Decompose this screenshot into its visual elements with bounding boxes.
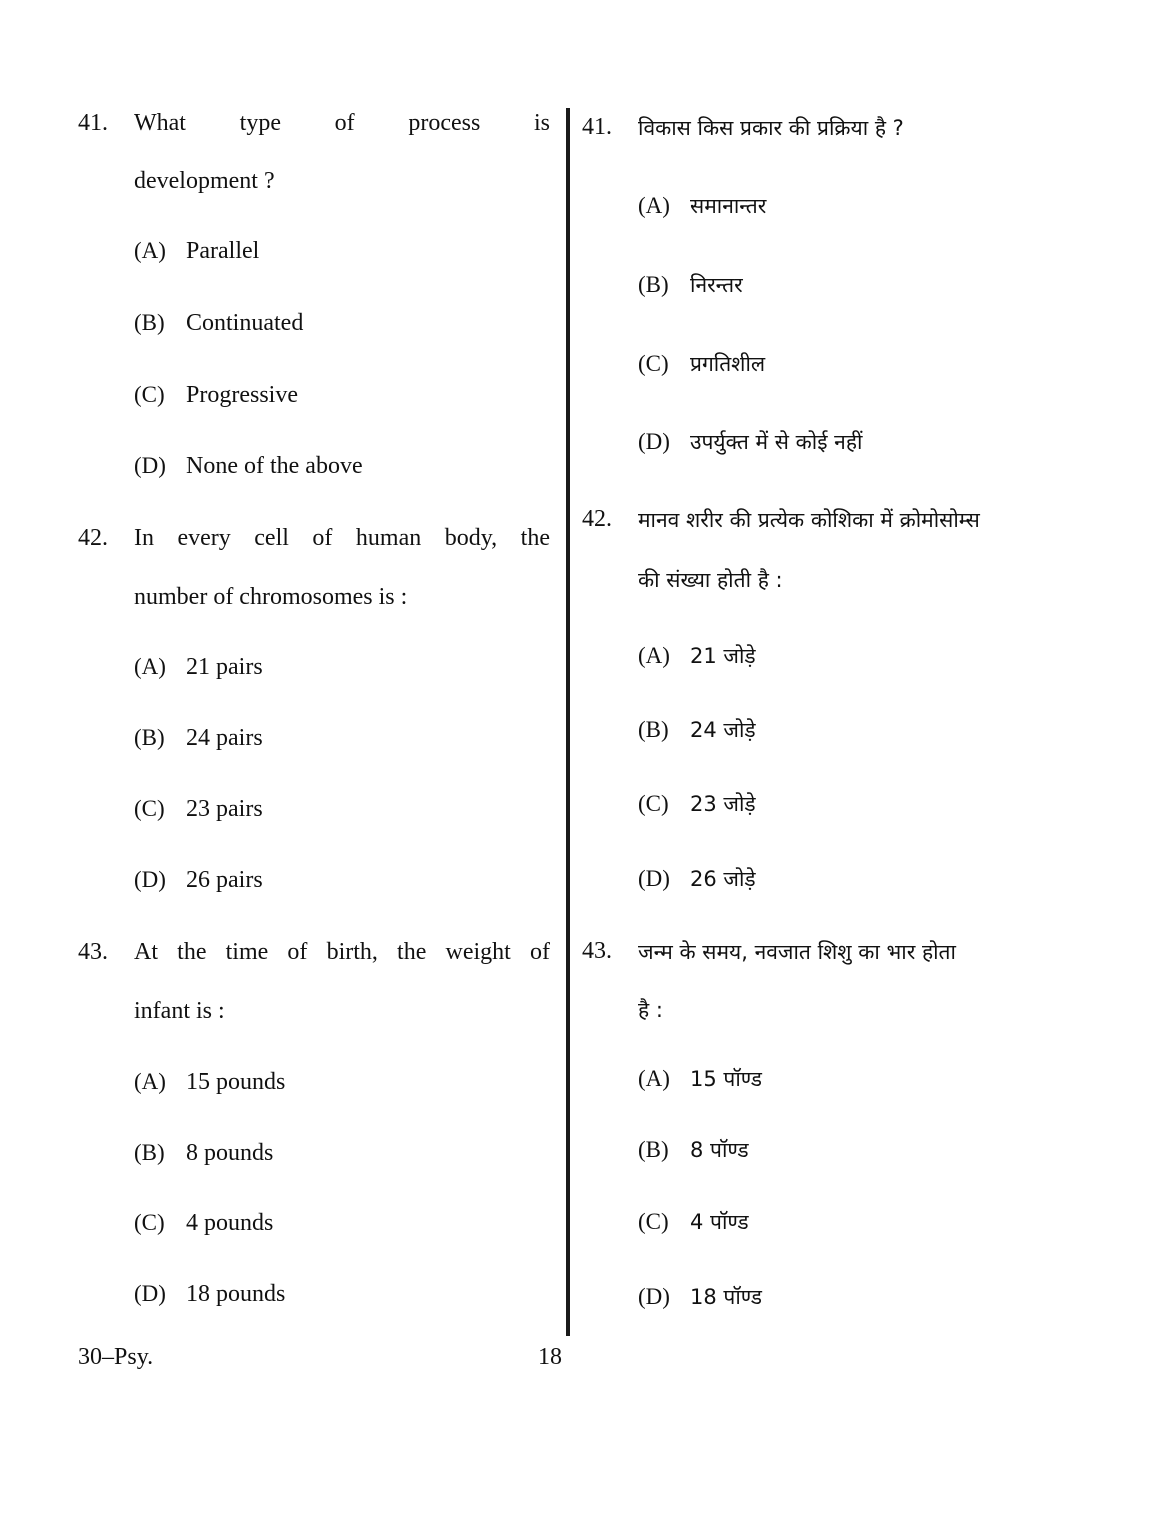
question-text-line2: की संख्या होती है : [638, 568, 783, 592]
option-letter: (C) [134, 1210, 165, 1235]
option-b [638, 1136, 749, 1164]
option-d [638, 865, 756, 893]
option-letter: (B) [134, 310, 165, 335]
option-d [134, 1281, 285, 1308]
option-c [134, 1210, 273, 1237]
option-text: समानान्तर [690, 194, 767, 218]
option-text: Parallel [186, 238, 260, 264]
option-d [134, 867, 263, 894]
option-text: 24 pairs [186, 725, 263, 751]
option-letter: (A) [638, 193, 670, 218]
question-text-line1: मानव शरीर की प्रत्येक कोशिका में क्रोमोसोम्स [638, 508, 980, 532]
option-c [638, 1208, 749, 1236]
option-text: उपर्युक्त में से कोई नहीं [690, 430, 863, 454]
option-text: Progressive [186, 382, 298, 408]
option-c [134, 796, 263, 823]
option-text: 15 पॉण्ड [690, 1067, 762, 1091]
option-text: 23 pairs [186, 796, 263, 822]
option-text: निरन्तर [690, 273, 743, 297]
question-text-line2: development ? [134, 168, 275, 194]
option-letter: (D) [638, 1284, 670, 1309]
option-text: 21 pairs [186, 654, 263, 680]
option-letter: (C) [134, 796, 165, 821]
option-letter: (B) [134, 725, 165, 750]
option-b [134, 310, 303, 337]
option-text: 15 pounds [186, 1069, 286, 1095]
option-a [134, 238, 259, 265]
option-letter: (A) [638, 643, 670, 668]
question-text-line1: विकास किस प्रकार की प्रक्रिया है ? [638, 116, 904, 140]
option-letter: (D) [638, 866, 670, 891]
option-a [638, 192, 766, 220]
option-letter: (C) [638, 791, 669, 816]
option-text: 23 जोड़े [690, 792, 756, 816]
option-letter: (D) [134, 867, 166, 892]
option-text: 21 जोड़े [690, 644, 756, 668]
option-text: 18 पॉण्ड [690, 1285, 762, 1309]
option-letter: (D) [134, 1281, 166, 1306]
question-number: 43. [582, 938, 612, 964]
option-text: प्रगतिशील [690, 352, 766, 376]
option-b [134, 725, 263, 752]
option-c [638, 350, 765, 378]
option-b [134, 1140, 273, 1167]
option-letter: (B) [134, 1140, 165, 1165]
option-a [638, 1065, 762, 1093]
option-letter: (B) [638, 1137, 669, 1162]
option-text: 24 जोड़े [690, 718, 756, 742]
option-d [638, 428, 862, 456]
question-text-line1: What type of process is [134, 110, 550, 136]
option-d [134, 453, 363, 480]
question-number: 43. [78, 939, 108, 965]
option-letter: (B) [638, 717, 669, 742]
option-d [638, 1283, 762, 1311]
option-text: 18 pounds [186, 1281, 286, 1307]
option-letter: (B) [638, 272, 669, 297]
question-text-line1: In every cell of human body, the [134, 525, 550, 551]
option-a [134, 654, 263, 681]
question-text-line2: infant is : [134, 998, 225, 1024]
option-letter: (C) [638, 1209, 669, 1234]
option-text: None of the above [186, 453, 363, 479]
question-number: 41. [582, 114, 612, 140]
option-text: Continuated [186, 310, 304, 336]
option-c [134, 382, 298, 409]
option-b [638, 716, 756, 744]
option-b [638, 271, 743, 299]
page-number: 18 [538, 1344, 562, 1370]
question-text-line1: जन्म के समय, नवजात शिशु का भार होता [638, 940, 956, 964]
option-text: 8 पॉण्ड [690, 1138, 749, 1162]
option-a [134, 1069, 285, 1096]
option-letter: (C) [638, 351, 669, 376]
question-number: 42. [582, 506, 612, 532]
option-c [638, 790, 756, 818]
question-text-line2: है : [638, 998, 663, 1022]
option-text: 4 pounds [186, 1210, 274, 1236]
option-a [638, 642, 756, 670]
question-text-line1: At the time of birth, the weight of [134, 939, 550, 965]
option-letter: (C) [134, 382, 165, 407]
question-number: 41. [78, 110, 108, 136]
option-letter: (D) [638, 429, 670, 454]
option-letter: (A) [134, 238, 166, 263]
option-text: 8 pounds [186, 1140, 274, 1166]
option-text: 26 pairs [186, 867, 263, 893]
option-text: 4 पॉण्ड [690, 1210, 749, 1234]
option-letter: (A) [134, 1069, 166, 1094]
option-letter: (D) [134, 453, 166, 478]
question-number: 42. [78, 525, 108, 551]
column-divider [566, 108, 570, 1336]
option-letter: (A) [134, 654, 166, 679]
question-text-line2: number of chromosomes is : [134, 584, 408, 610]
option-letter: (A) [638, 1066, 670, 1091]
paper-code: 30–Psy. [78, 1344, 154, 1370]
option-text: 26 जोड़े [690, 867, 756, 891]
